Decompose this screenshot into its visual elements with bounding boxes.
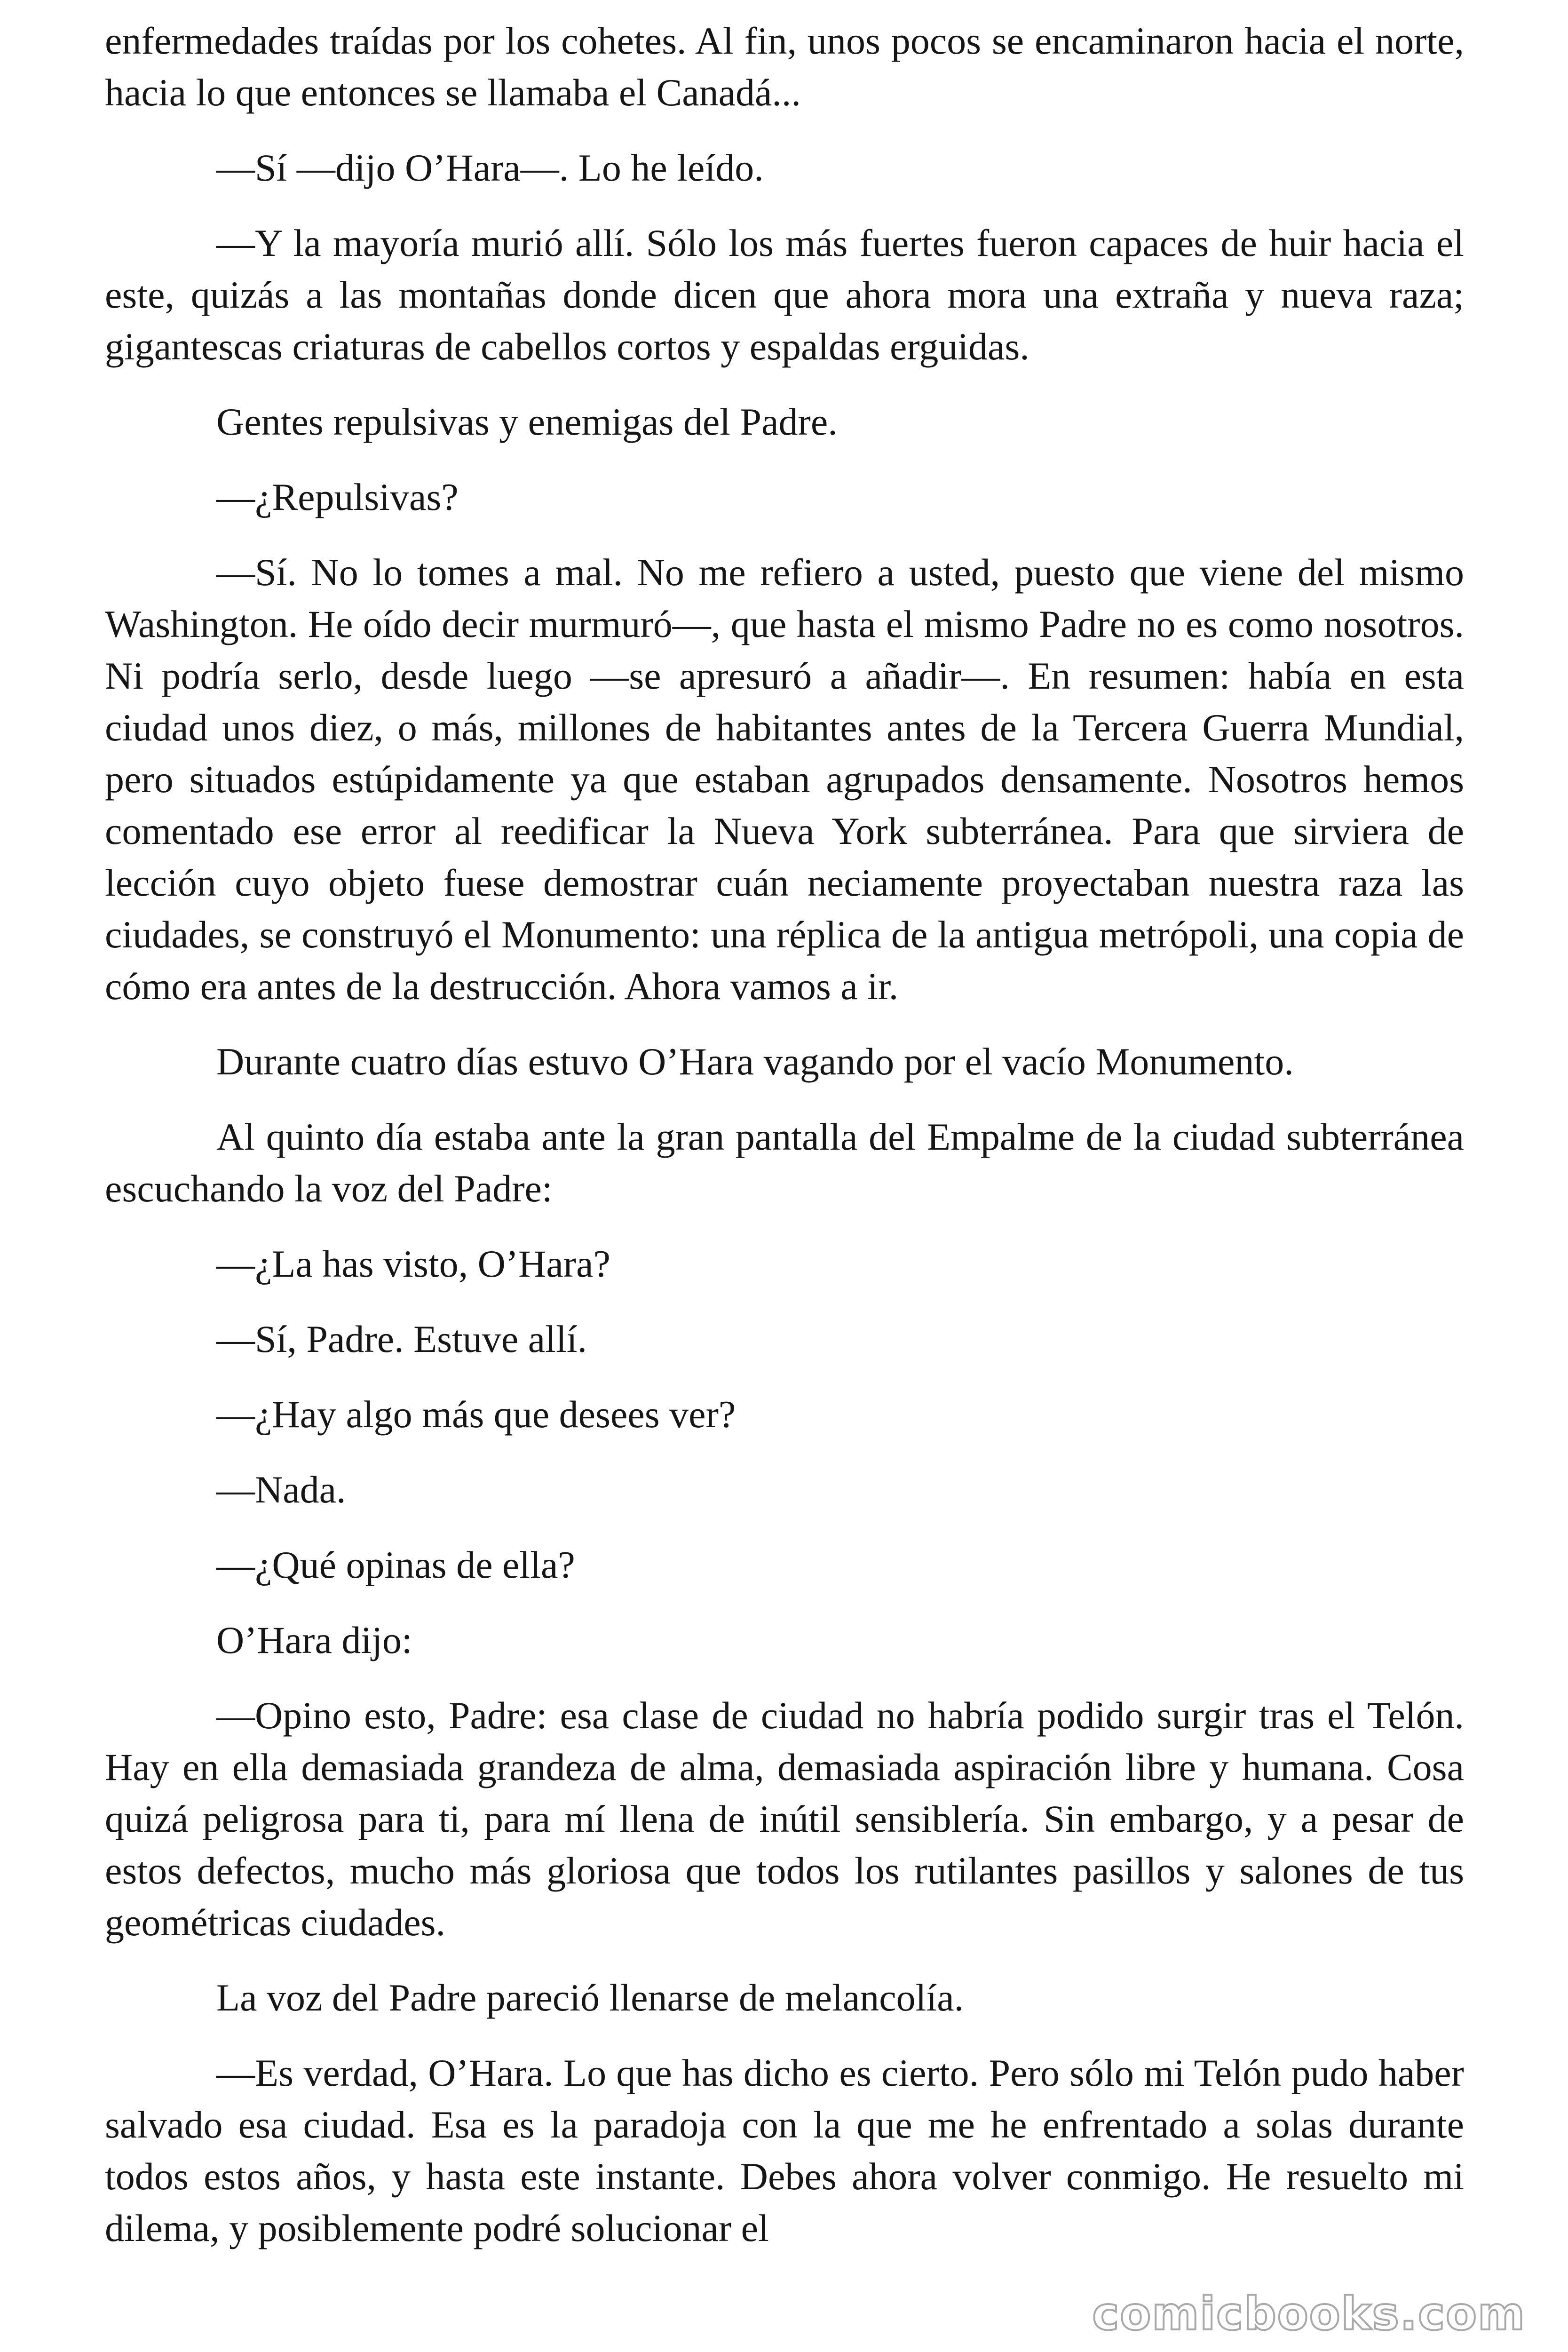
paragraph-14: O’Hara dijo: [216,1619,412,1661]
paragraph-10: —Sí, Padre. Estuve allí. [216,1318,587,1360]
paragraph-15: —Opino esto, Padre: esa clase de ciudad no habría podido surgir tras el Telón. Hay en ella demasiada grandeza de alma, demasiada aspiración libre y humana. Cosa quizá peligrosa para ti, para mí llena de inútil sensiblería. Sin embargo, y a pesar de estos defectos, mucho más gloriosa que todos los rutilantes pasillos y salones de tus geométricas ciudades. [105,1694,1464,1944]
paragraph-13: —¿Qué opinas de ella? [216,1543,575,1586]
paragraph-7: Durante cuatro días estuvo O’Hara vagando por el vacío Monumento. [216,1040,1294,1083]
paragraph-12: —Nada. [216,1468,346,1511]
paragraph-3: —Y la mayoría murió allí. Sólo los más fuertes fueron capaces de huir hacia el este, quizás a las montañas donde dicen que ahora mora una extraña y nueva raza; gigantescas criaturas de cabellos cortos y espaldas erguidas. [105,222,1464,368]
page-text [105,15,1464,2278]
paragraph-17: —Es verdad, O’Hara. Lo que has dicho es cierto. Pero sólo mi Telón pudo haber salvado esa ciudad. Esa es la paradoja con la que me he enfrentado a solas durante todos estos años, y hasta este instante. Debes ahora volver conmigo. He resuelto mi dilema, y posiblemente podré solucionar el [105,2051,1464,2249]
paragraph-4: Gentes repulsivas y enemigas del Padre. [216,400,838,443]
paragraph-16: La voz del Padre pareció llenarse de melancolía. [216,1976,964,2019]
paragraph-5: —¿Repulsivas? [216,476,459,518]
paragraph-1: enfermedades traídas por los cohetes. Al fin, unos pocos se encaminaron hacia el norte, hacia lo que entonces se llamaba el Canadá... [105,19,1464,114]
paragraph-11: —¿Hay algo más que desees ver? [216,1393,736,1436]
paragraph-9: —¿La has visto, O’Hara? [216,1242,610,1285]
paragraph-8: Al quinto día estaba ante la gran pantalla del Empalme de la ciudad subterránea escuchando la voz del Padre: [105,1115,1464,1210]
site-watermark: comicbooks.com [1092,2288,1526,2340]
paragraph-6: —Sí. No lo tomes a mal. No me refiero a usted, puesto que viene del mismo Washington. He oído decir murmuró—, que hasta el mismo Padre no es como nosotros. Ni podría serlo, desde luego —se apresuró a añadir—. En resumen: había en esta ciudad unos diez, o más, millones de habitantes antes de la Tercera Guerra Mundial, pero situados estúpidamente ya que estaban agrupados densamente. Nosotros hemos comentado ese error al reedificar la Nueva York subterránea. Para que sirviera de lección cuyo objeto fuese demostrar cuán neciamente proyectaban nuestra raza las ciudades, se construyó el Monumento: una réplica de la antigua metrópoli, una copia de cómo era antes de la destrucción. Ahora vamos a ir. [105,551,1464,1008]
paragraph-2: —Sí —dijo O’Hara—. Lo he leído. [216,146,764,189]
